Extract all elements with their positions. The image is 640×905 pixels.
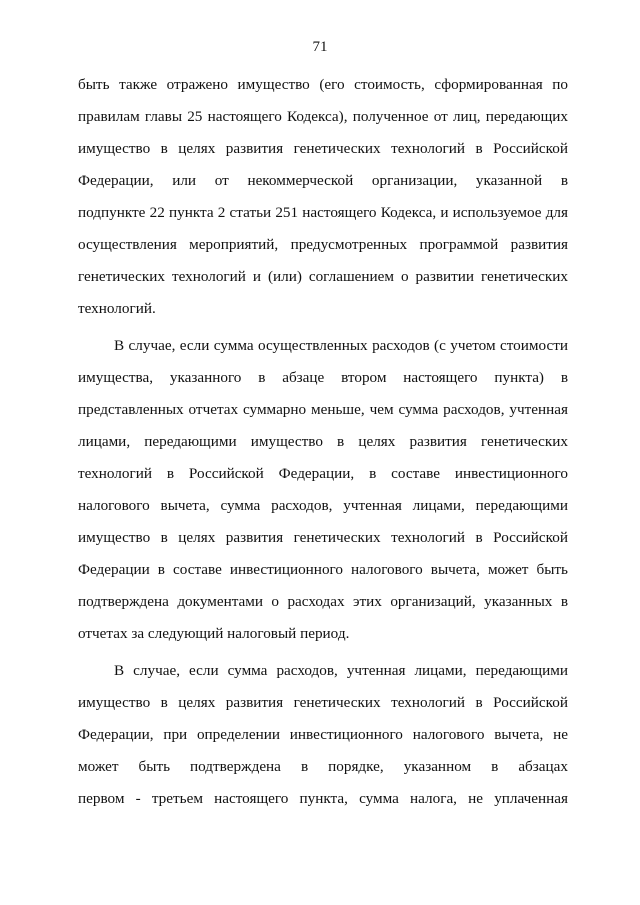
paragraph-line: первом - третьем настоящего пункта, сумма налога, не уплаченная	[78, 790, 568, 807]
page-number: 71	[312, 39, 328, 55]
paragraph-line: имущества, указанного в абзаце втором настоящего пункта) в	[78, 369, 568, 386]
paragraph-line: имущество в целях развития генетических технологий в Российской	[78, 140, 568, 157]
paragraph-line: может быть подтверждена в порядке, указанном в абзацах	[78, 758, 568, 775]
paragraph-line: подпункте 22 пункта 2 статьи 251 настоящего Кодекса, и используемое для	[78, 204, 568, 221]
paragraph-line: В случае, если сумма расходов, учтенная лицами, передающими	[114, 662, 568, 679]
paragraph-line: быть также отражено имущество (его стоимость, сформированная по	[78, 76, 568, 93]
paragraph-line: отчетах за следующий налоговый период.	[78, 625, 350, 642]
paragraph-1	[78, 69, 568, 325]
paragraph-line: правилам главы 25 настоящего Кодекса), полученное от лиц, передающих	[78, 108, 568, 125]
paragraph-line: Федерации в составе инвестиционного налогового вычета, может быть	[78, 561, 568, 578]
paragraph-line: налогового вычета, сумма расходов, учтенная лицами, передающими	[78, 497, 568, 514]
paragraph-line: представленных отчетах суммарно меньше, чем сумма расходов, учтенная	[78, 401, 568, 418]
paragraph-line: осуществления мероприятий, предусмотренных программой развития	[78, 236, 568, 253]
paragraph-line: генетических технологий и (или) соглашением о развитии генетических	[78, 268, 568, 285]
paragraph-line: В случае, если сумма осуществленных расходов (с учетом стоимости	[114, 337, 568, 354]
paragraph-line: Федерации, или от некоммерческой организации, указанной в	[78, 172, 568, 189]
paragraph-2	[78, 330, 568, 650]
paragraph-line: имущество в целях развития генетических технологий в Российской	[78, 529, 568, 546]
paragraph-line: технологий.	[78, 300, 156, 317]
paragraph-line: лицами, передающими имущество в целях развития генетических	[78, 433, 568, 450]
paragraph-line: имущество в целях развития генетических технологий в Российской	[78, 694, 568, 711]
paragraph-3	[78, 655, 568, 815]
paragraph-line: подтверждена документами о расходах этих организаций, указанных в	[78, 593, 568, 610]
paragraph-line: технологий в Российской Федерации, в составе инвестиционного	[78, 465, 568, 482]
paragraph-line: Федерации, при определении инвестиционного налогового вычета, не	[78, 726, 568, 743]
